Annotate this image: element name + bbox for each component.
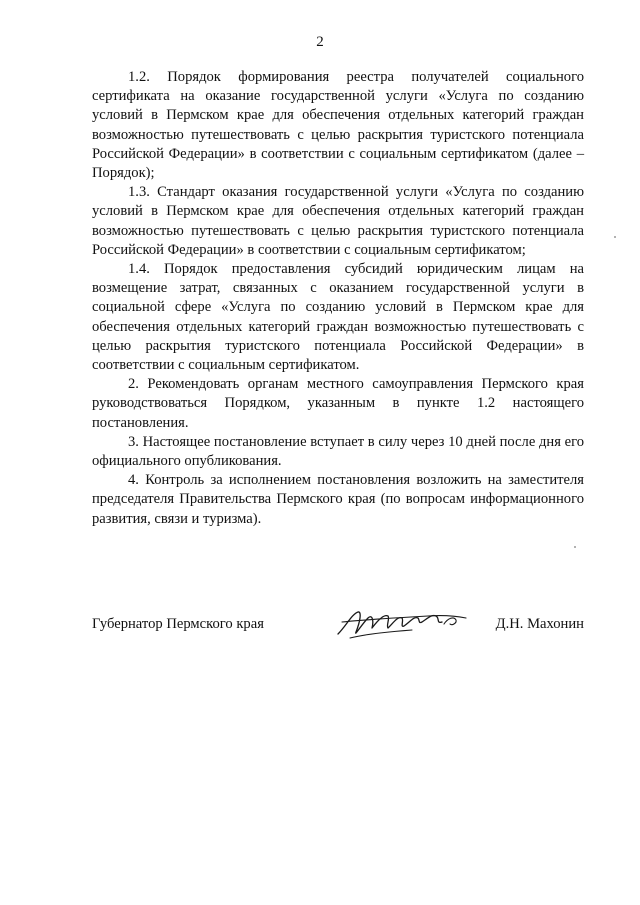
scan-speck: [574, 546, 576, 548]
signatory-title: Губернатор Пермского края: [92, 616, 264, 632]
paragraph-3: 3. Настоящее постановление вступает в силу через 10 дней после дня его официального опубликования.: [92, 433, 584, 470]
signatory-name: Д.Н. Махонин: [495, 616, 584, 632]
paragraph-1-4: 1.4. Порядок предоставления субсидий юридическим лицам на возмещение затрат, связанных с оказанием государственной услуги в социальной сфере «Услуга по созданию условий в Пермском крае для обеспечения отдельных категорий граждан возможностью путешествовать с целью раскрытия туристского потенциала Российской Федерации» в соответствии с социальным сертификатом.: [92, 261, 584, 374]
paragraph-1-3: 1.3. Стандарт оказания государственной услуги «Услуга по созданию условий в Пермском крае для обеспечения отдельных категорий граждан возможностью путешествовать с целью раскрытия туристского потенциала Российской Федерации» в соответствии с социальным сертификатом;: [92, 184, 584, 258]
handwritten-signature: [332, 604, 472, 644]
document-body: [92, 68, 584, 529]
scan-speck: [614, 236, 616, 238]
paragraph-1-2: 1.2. Порядок формирования реестра получателей социального сертификата на оказание государственной услуги «Услуга по созданию условий в Пермском крае для обеспечения отдельных категорий граждан возможностью путешествовать с целью раскрытия туристского потенциала Российской Федерации» в соответствии с социальным сертификатом (далее – Порядок);: [92, 69, 584, 182]
paragraph-4: 4. Контроль за исполнением постановления возложить на заместителя председателя Правительства Пермского края (по вопросам информационного развития, связи и туризма).: [92, 472, 584, 527]
signature-block: [92, 604, 584, 644]
page-number: 2: [316, 34, 324, 50]
paragraph-2: 2. Рекомендовать органам местного самоуправления Пермского края руководствоваться Порядком, указанным в пункте 1.2 настоящего постановления.: [92, 376, 584, 431]
